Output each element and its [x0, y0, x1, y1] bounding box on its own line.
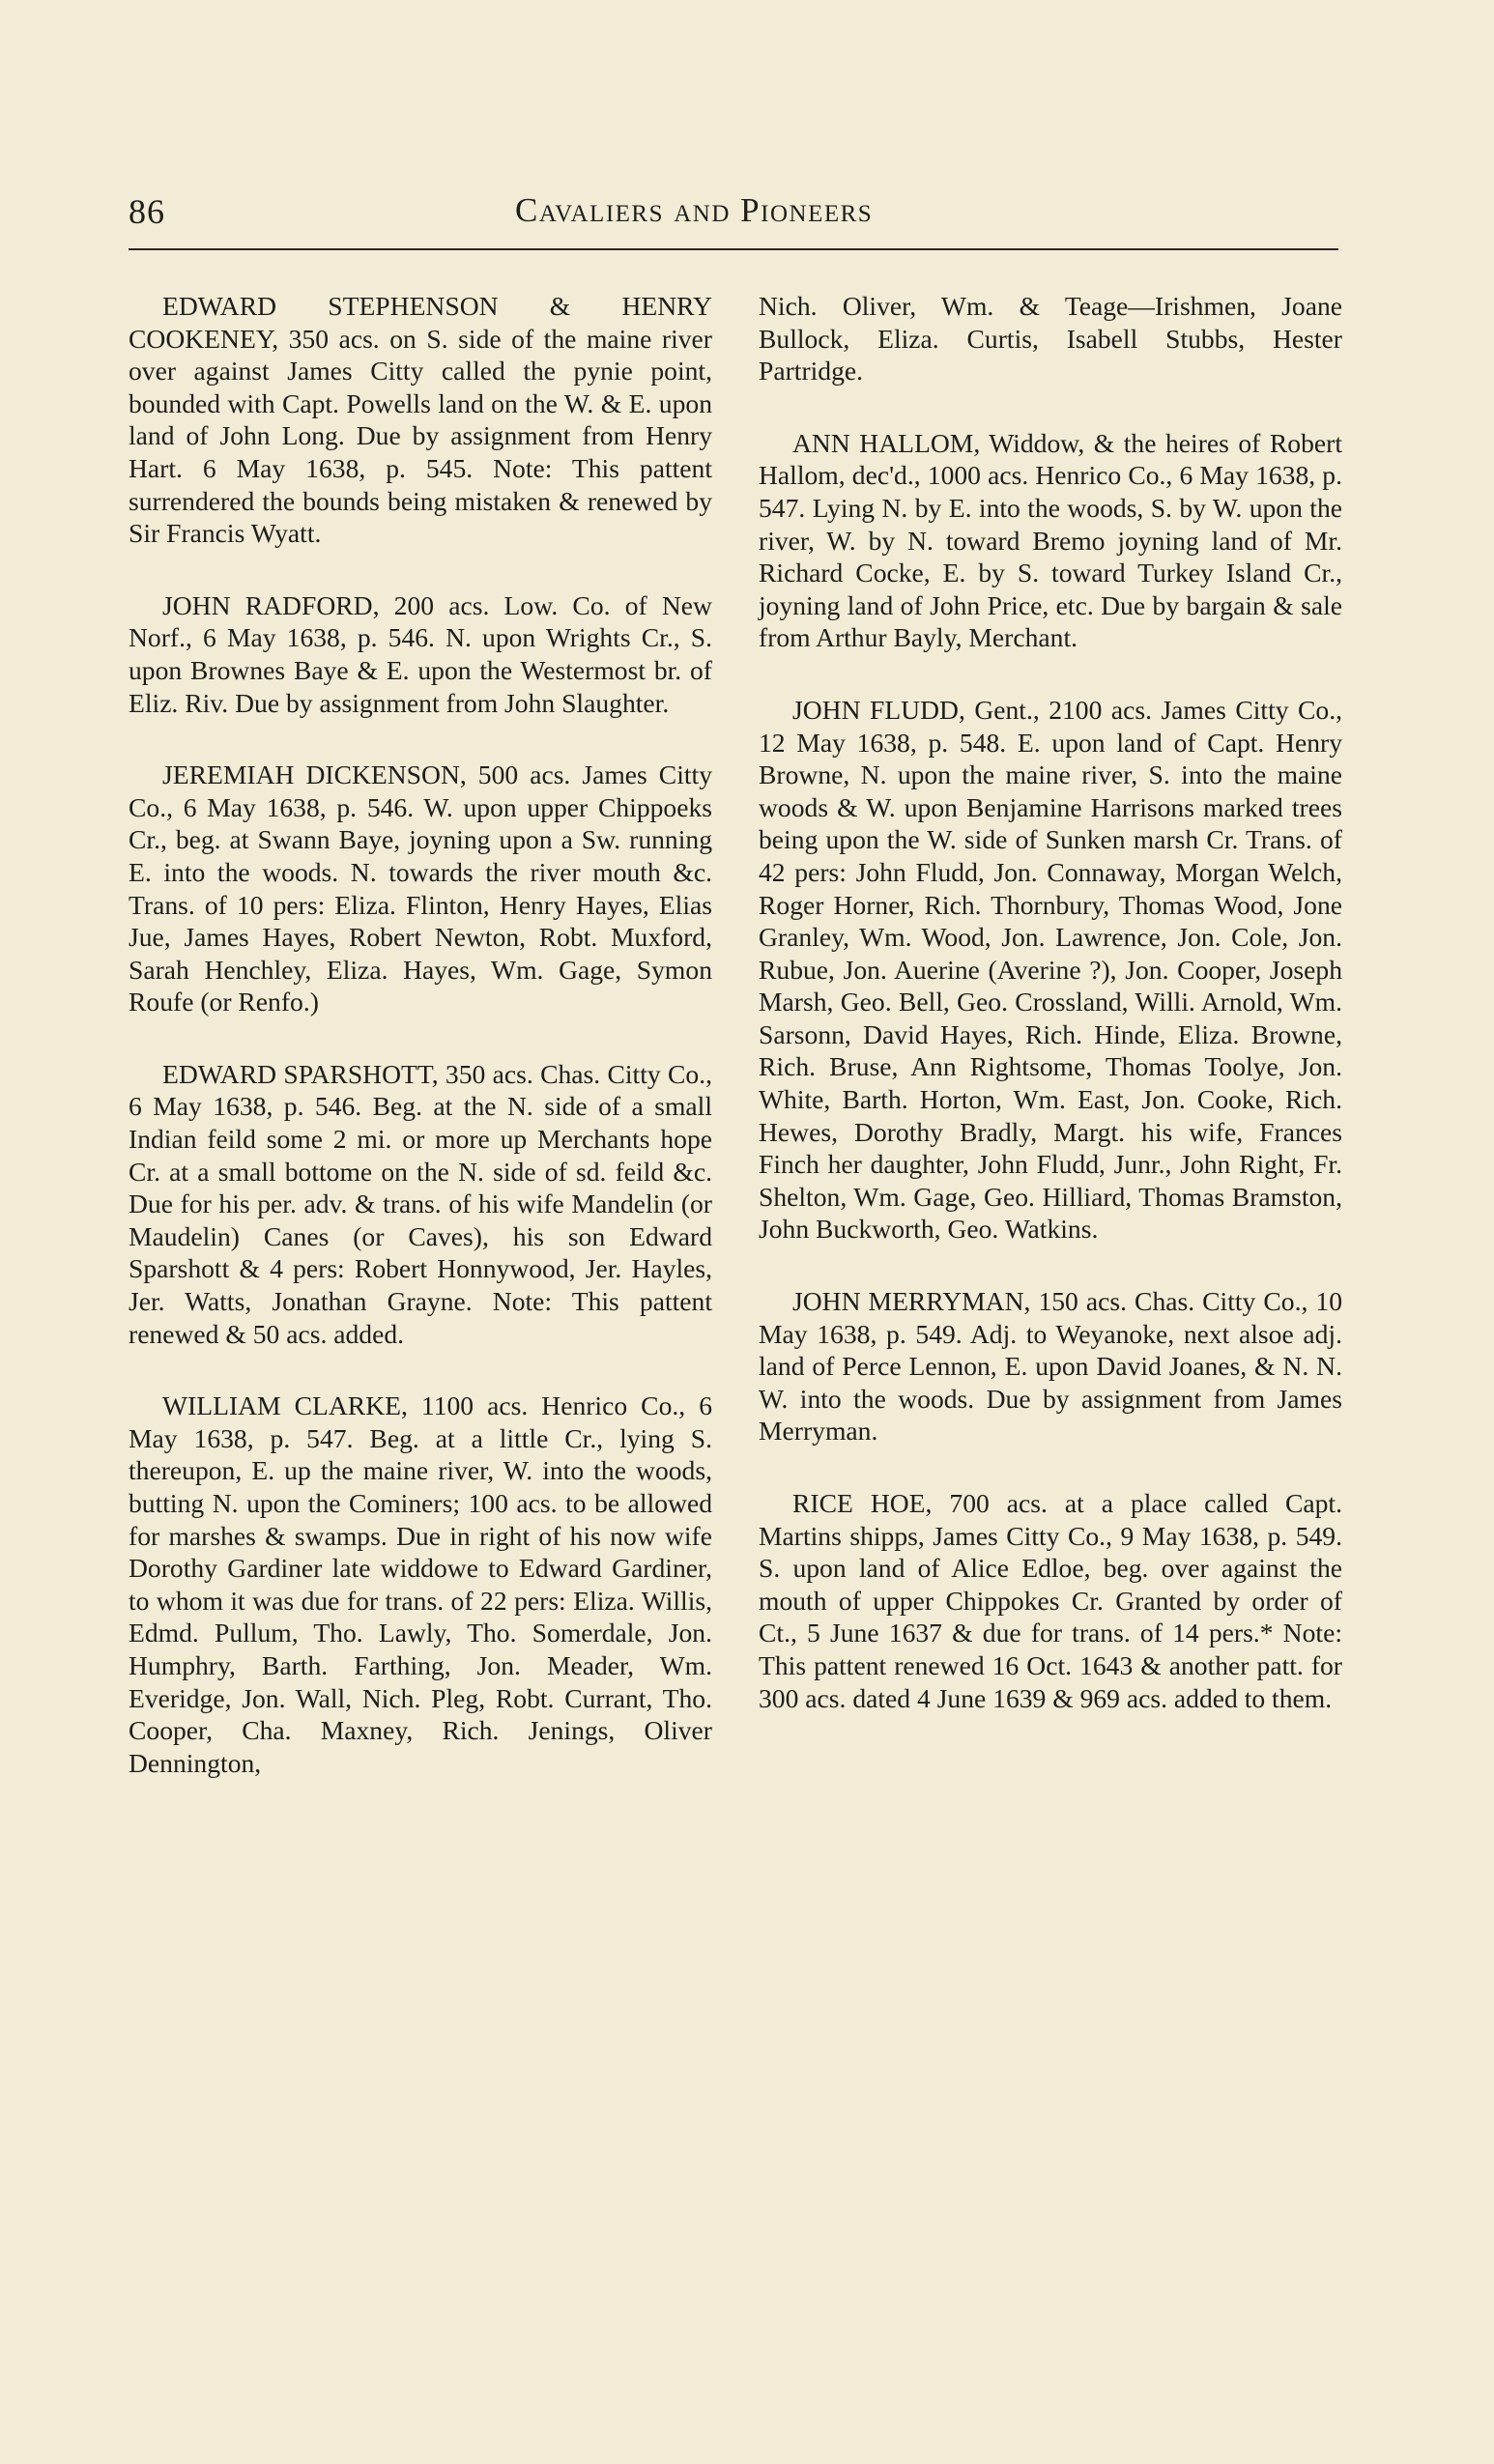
patent-entry: JOHN RADFORD, 200 acs. Low. Co. of New Norf., 6 May 1638, p. 546. N. upon Wrights Cr., S. upon Brownes Baye & E. upon the Westermost br. of Eliz. Riv. Due by assignment from John Slaughter.	[129, 589, 712, 718]
patent-entry: ANN HALLOM, Widdow, & the heires of Robert Hallom, dec'd., 1000 acs. Henrico Co., 6 May 1638, p. 547. Lying N. by E. into the woods, S. by W. upon the river, W. by N. toward Bremo joyning land of Mr. Richard Cocke, E. by S. toward Turkey Island Cr., joyning land of John Price, etc. Due by bargain & sale from Arthur Bayly, Merchant.	[759, 427, 1342, 653]
header-rule	[129, 248, 1338, 250]
patent-entry: JEREMIAH DICKENSON, 500 acs. James Citty Co., 6 May 1638, p. 546. W. upon upper Chippoeks Cr., beg. at Swann Baye, joyning upon a Sw. running E. into the woods. N. towards the river mouth &c. Trans. of 10 pers: Eliza. Flinton, Henry Hayes, Elias Jue, James Hayes, Robert Newton, Robt. Muxford, Sarah Henchley, Eliza. Hayes, Wm. Gage, Symon Roufe (or Renfo.)	[129, 759, 712, 1017]
page-header	[129, 191, 1338, 240]
right-column	[759, 290, 1342, 1754]
page-number: 86	[129, 192, 165, 231]
patent-entry: EDWARD STEPHENSON & HENRY COOKENEY, 350 acs. on S. side of the maine river over against James Citty called the pynie point, bounded with Capt. Powells land on the W. & E. upon land of John Long. Due by assignment from Henry Hart. 6 May 1638, p. 545. Note: This pattent surrendered the bounds being mistaken & renewed by Sir Francis Wyatt.	[129, 291, 712, 549]
patent-entry: JOHN MERRYMAN, 150 acs. Chas. Citty Co., 10 May 1638, p. 549. Adj. to Weyanoke, next alsoe adj. land of Perce Lennon, E. upon David Joanes, & N. N. W. into the woods. Due by assignment from James Merryman.	[759, 1286, 1342, 1447]
patent-entry: JOHN FLUDD, Gent., 2100 acs. James Citty Co., 12 May 1638, p. 548. E. upon land of Capt. Henry Browne, N. upon the maine river, S. into the maine woods & W. upon Benjamine Harrisons marked trees being upon the W. side of Sunken marsh Cr. Trans. of 42 pers: John Fludd, Jon. Connaway, Morgan Welch, Roger Horner, Rich. Thornbury, Thomas Wood, Jone Granley, Wm. Wood, Jon. Lawrence, Jon. Cole, Jon. Rubue, Jon. Auerine (Averine ?), Jon. Cooper, Joseph Marsh, Geo. Bell, Geo. Crossland, Willi. Arnold, Wm. Sarsonn, David Hayes, Rich. Hinde, Eliza. Browne, Rich. Bruse, Ann Rightsome, Thomas Toolye, Jon. White, Barth. Horton, Wm. East, Jon. Cooke, Rich. Hewes, Dorothy Bradly, Margt. his wife, Frances Finch her daughter, John Fludd, Junr., John Right, Fr. Shelton, Wm. Gage, Geo. Hilliard, Thomas Bramston, John Buckworth, Geo. Watkins.	[759, 694, 1342, 1245]
left-column	[129, 290, 712, 1819]
patent-entry: RICE HOE, 700 acs. at a place called Capt. Martins shipps, James Citty Co., 9 May 1638, p. 549. S. upon land of Alice Edloe, beg. over against the mouth of upper Chippokes Cr. Granted by order of Ct., 5 June 1637 & due for trans. of 14 pers.* Note: This pattent renewed 16 Oct. 1643 & another patt. for 300 acs. dated 4 June 1639 & 969 acs. added to them.	[759, 1488, 1342, 1713]
patent-entry: WILLIAM CLARKE, 1100 acs. Henrico Co., 6 May 1638, p. 547. Beg. at a little Cr., lying S. thereupon, E. up the maine river, W. into the woods, butting N. upon the Cominers; 100 acs. to be allowed for marshes & swamps. Due in right of his now wife Dorothy Gardiner late widdowe to Edward Gardiner, to whom it was due for trans. of 22 pers: Eliza. Willis, Edmd. Pullum, Tho. Lawly, Tho. Somerdale, Jon. Humphry, Barth. Farthing, Jon. Meader, Wm. Everidge, Jon. Wall, Nich. Pleg, Robt. Currant, Tho. Cooper, Cha. Maxney, Rich. Jenings, Oliver Dennington,	[129, 1390, 712, 1778]
patent-entry-continued: Nich. Oliver, Wm. & Teage—Irishmen, Joane Bullock, Eliza. Curtis, Isabell Stubbs, Hester Partridge.	[759, 291, 1342, 387]
patent-entry: EDWARD SPARSHOTT, 350 acs. Chas. Citty Co., 6 May 1638, p. 546. Beg. at the N. side of a small Indian feild some 2 mi. or more up Merchants hope Cr. at a small bottome on the N. side of sd. feild &c. Due for his per. adv. & trans. of his wife Mandelin (or Maudelin) Canes (or Caves), his son Edward Sparshott & 4 pers: Robert Honnywood, Jer. Hayles, Jer. Watts, Jonathan Grayne. Note: This pattent renewed & 50 acs. added.	[129, 1058, 712, 1349]
running-title: Cavaliers and Pioneers	[515, 191, 874, 229]
